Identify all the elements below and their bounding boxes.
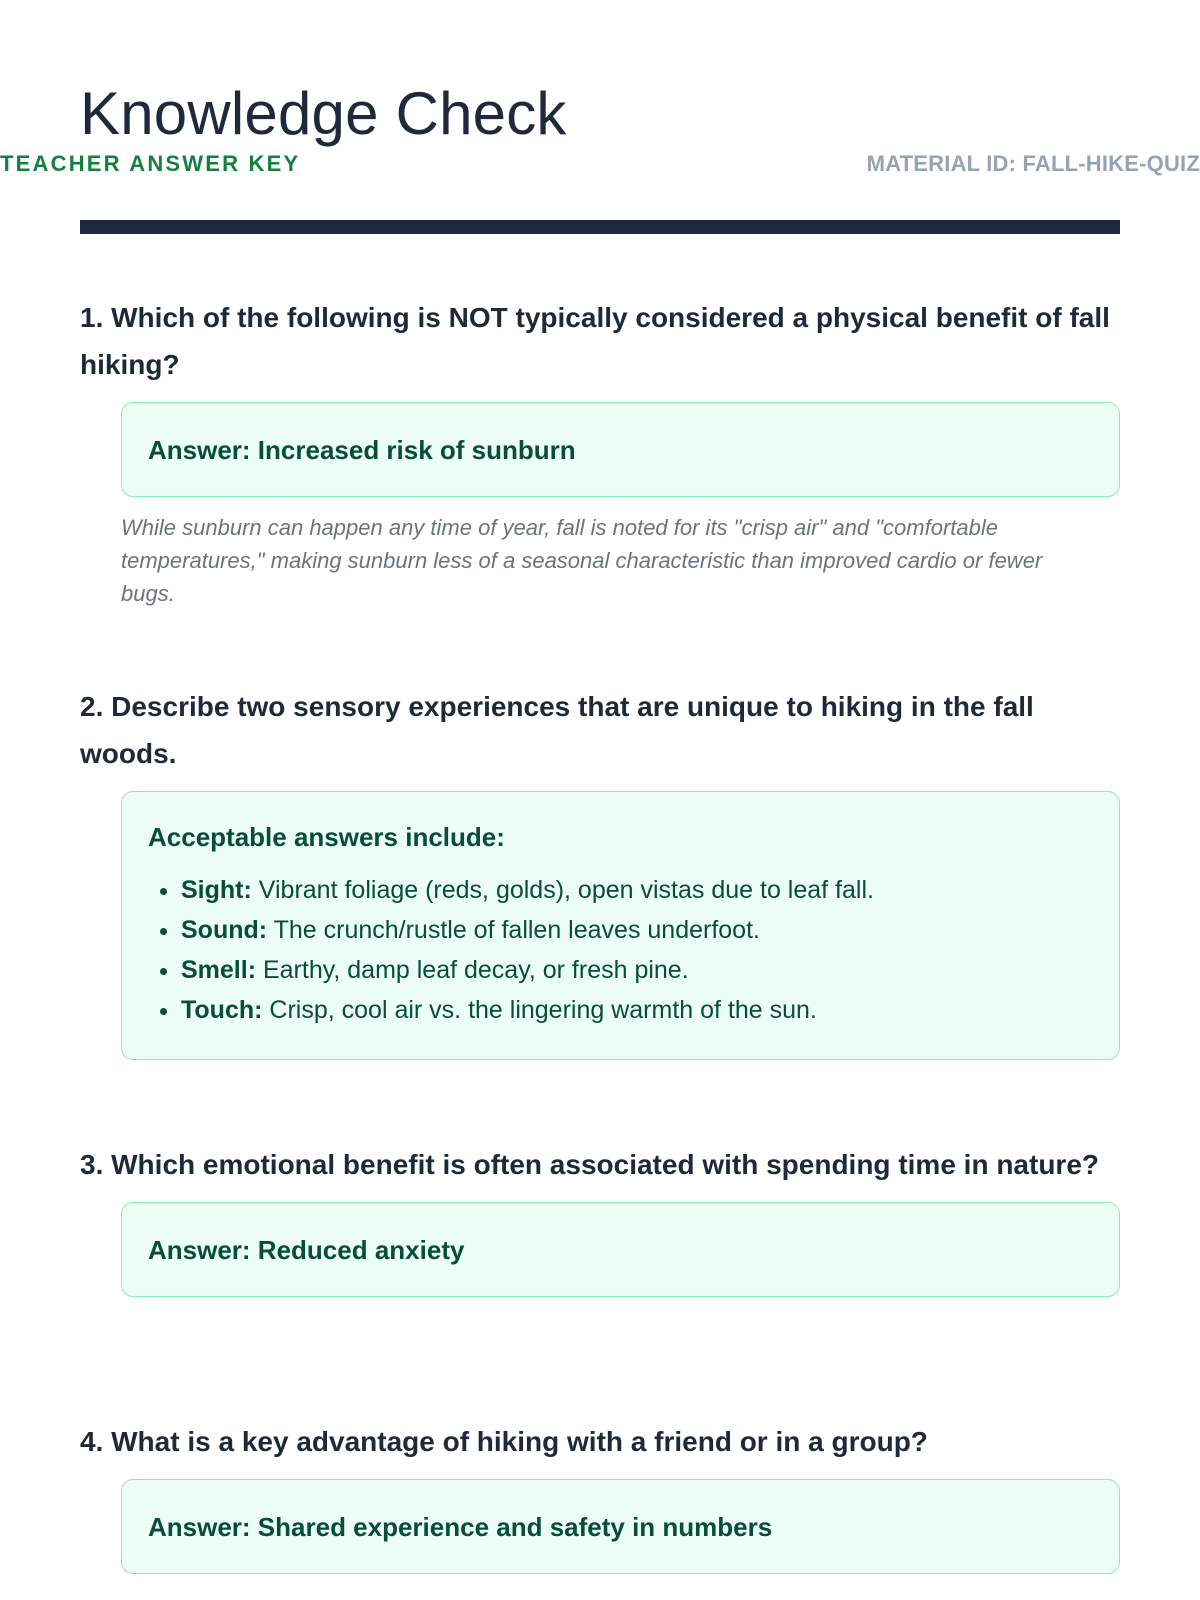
item-label: Smell: — [181, 956, 257, 984]
header-divider — [80, 220, 1120, 234]
question-1 — [80, 294, 1120, 610]
question-text: 1. Which of the following is NOT typically considered a physical benefit of fall hiking? — [80, 302, 1110, 380]
item-label: Sight: — [181, 876, 252, 904]
answer-text: Answer: Increased risk of sunburn — [148, 435, 576, 465]
answer-box — [121, 791, 1120, 1060]
answer-box — [121, 402, 1120, 497]
answer-box — [121, 1202, 1120, 1297]
question-2 — [80, 683, 1120, 1060]
list-item — [181, 990, 1093, 1030]
list-item — [181, 950, 1093, 990]
header — [80, 0, 1120, 147]
question-text: 3. Which emotional benefit is often associated with spending time in nature? — [80, 1149, 1100, 1180]
answer-list — [148, 870, 1093, 1030]
question-text: 2. Describe two sensory experiences that are unique to hiking in the fall woods. — [80, 691, 1034, 769]
material-id: MATERIAL ID: FALL-HIKE-QUIZ — [866, 151, 1200, 176]
question-4 — [80, 1418, 1120, 1574]
answer-box — [121, 1479, 1120, 1574]
answer-title: Acceptable answers include: — [148, 822, 505, 852]
list-item — [181, 870, 1093, 910]
item-text: The crunch/rustle of fallen leaves underfoot. — [267, 916, 760, 944]
page-subtitle: TEACHER ANSWER KEY — [0, 151, 301, 176]
page-title: Knowledge Check — [80, 80, 567, 147]
list-item — [181, 910, 1093, 950]
item-label: Sound: — [181, 916, 268, 944]
answer-explanation: While sunburn can happen any time of year, fall is noted for its "crisp air" and "comfortable temperatures," making sunburn less of a seasonal characteristic than improved cardio or fewer bugs. — [121, 515, 1043, 606]
answer-text: Answer: Reduced anxiety — [148, 1235, 465, 1265]
question-text: 4. What is a key advantage of hiking with a friend or in a group? — [80, 1426, 928, 1457]
item-label: Touch: — [181, 996, 263, 1024]
item-text: Earthy, damp leaf decay, or fresh pine. — [256, 956, 689, 984]
item-text: Crisp, cool air vs. the lingering warmth of the sun. — [262, 996, 817, 1024]
question-3 — [80, 1141, 1120, 1297]
answer-text: Answer: Shared experience and safety in numbers — [148, 1512, 773, 1542]
item-text: Vibrant foliage (reds, golds), open vistas due to leaf fall. — [251, 876, 874, 904]
